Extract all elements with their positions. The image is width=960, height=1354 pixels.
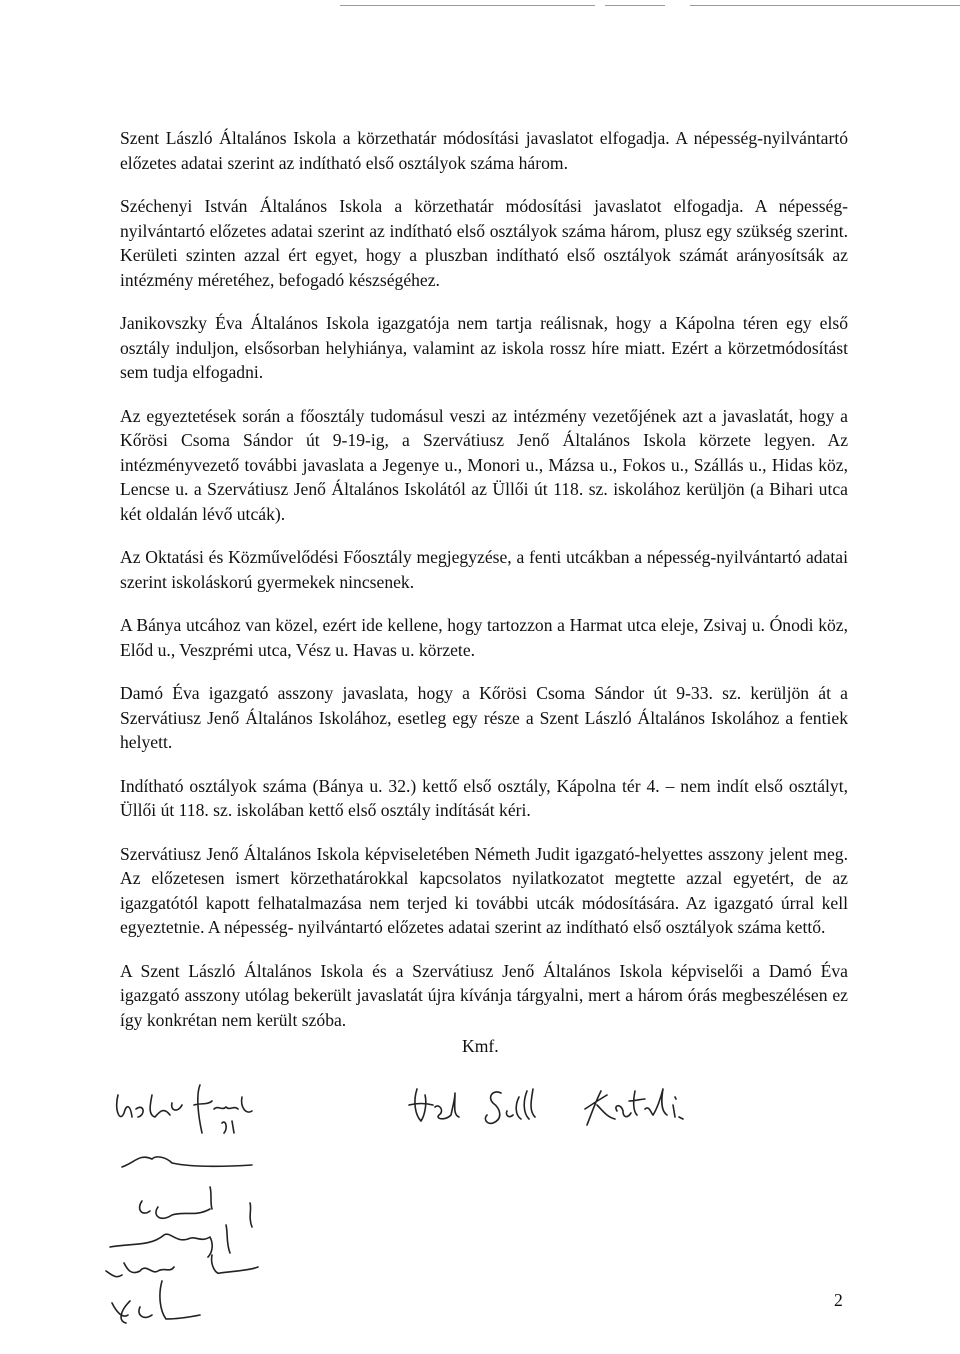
paragraph: Szent László Általános Iskola a körzethatár módosítási javaslatot elfogadja. A népesség-nyilvántartó előzetes adatai szerint az indítható első osztályok száma három. <box>120 128 848 173</box>
header-rule <box>690 5 960 6</box>
page-number: 2 <box>834 1290 843 1310</box>
paragraph: Az Oktatási és Közművelődési Főosztály megjegyzése, a fenti utcákban a népesség-nyilvántartó adatai szerint iskoláskorú gyermekek nincsenek. <box>120 547 848 592</box>
paragraph: Janikovszky Éva Általános Iskola igazgatója nem tartja reálisnak, hogy a Kápolna téren egy első osztály induljon, elsősorban helyhiánya, valamint az iskola rossz híre miatt. Ezért a körzetmódosítást sem tudja elfogadni. <box>120 313 848 382</box>
paragraph: Az egyeztetések során a főosztály tudomásul veszi az intézmény vezetőjének azt a javaslatát, hogy a Kőrösi Csoma Sándor út 9-19-ig, a Szervátiusz Jenő Általános Iskola körzete legyen. Az intézményvezető további javaslata a Jegenye u., Monori u., Mázsa u., Fokos u., Szállás u., Hidas köz, Lencse u. a Szervátiusz Jenő Általános Iskolától az Üllői út 118. sz. iskolához kerüljön (a Bihari utca két oldalán lévő utcák). <box>120 405 848 524</box>
header-rule <box>605 5 665 6</box>
paragraph: Széchenyi István Általános Iskola a körzethatár módosítási javaslatot elfogadja. A népesség-nyilvántartó előzetes adatai szerint az indítható első osztályok száma három, plusz egy szükség szerint. Kerületi szinten azzal ért egyet, hogy a pluszban indítható első osztályok számát arányosítsák az intézmény méretéhez, befogadó készségéhez. <box>120 196 848 290</box>
paragraph: Damó Éva igazgató asszony javaslata, hogy a Kőrösi Csoma Sándor út 9-33. sz. kerüljön át a Szervátiusz Jenő Általános Iskolához, esetleg egy része a Szent László Általános Iskolához a fentiek helyett. <box>120 683 848 752</box>
paragraph: A Szent László Általános Iskola és a Szervátiusz Jenő Általános Iskola képviselői a Damó Éva igazgató asszony utólag bekerült javaslatát újra kívánja tárgyalni, mert a három órás megbeszélésen ez így konkrétan nem került szóba. <box>120 960 848 1030</box>
signature-right <box>395 1075 725 1145</box>
document-body <box>120 126 848 1051</box>
paragraph: Szervátiusz Jenő Általános Iskola képviseletében Németh Judit igazgató-helyettes asszony jelent meg. Az előzetesen ismert körzethatárokkal kapcsolatos nyilatkozatot megtette azzal egyetért, de az igazgatótól kapott felhatalmazása nem terjed ki további utcák módosítására. Az igazgató úrral kell egyeztetnie. A népesség- nyilvántartó előzetes adatai szerint az indítható első osztályok száma kettő. <box>120 843 848 937</box>
header-rule <box>340 5 595 6</box>
paragraph: Indítható osztályok száma (Bánya u. 32.) kettő első osztály, Kápolna tér 4. – nem indít első osztályt, Üllői út 118. sz. iskolában kettő első osztály indítását kéri. <box>120 775 848 820</box>
signature-left <box>100 1075 300 1340</box>
closing-kmf: Kmf. <box>462 1036 499 1056</box>
paragraph: A Bánya utcához van közel, ezért ide kellene, hogy tartozzon a Harmat utca eleje, Zsivaj u. Ónodi köz, Előd u., Veszprémi utca, Vész u. Havas u. körzete. <box>120 615 848 660</box>
